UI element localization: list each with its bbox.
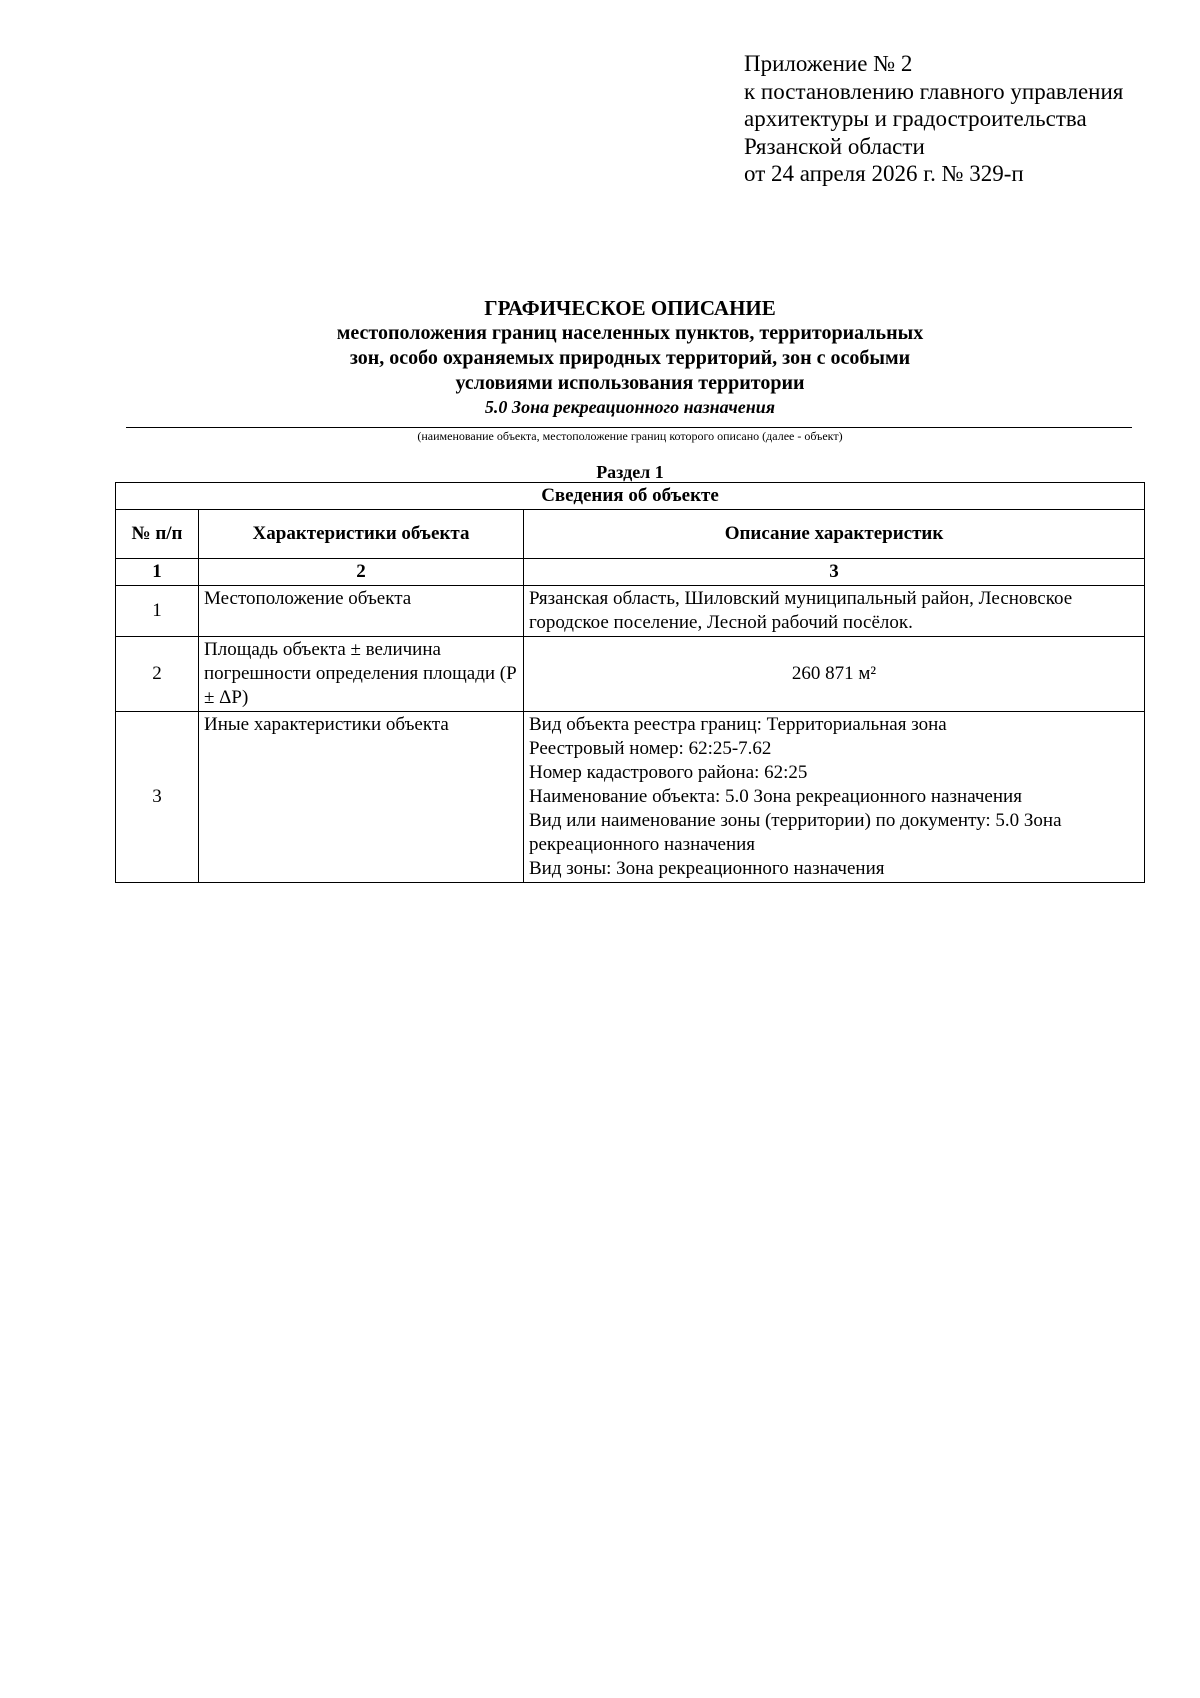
column-number: 3 — [524, 559, 1145, 586]
table-row — [116, 586, 1145, 637]
table-row — [116, 637, 1145, 712]
document-subtitle-line-3: условиями использования территории — [455, 372, 805, 394]
annex-line-2: к постановлению главного управления — [744, 78, 1124, 104]
annex-line-3: архитектуры и градостроительства — [744, 106, 1087, 131]
document-subtitle-line-2: зон, особо охраняемых природных территорий, зон с особыми — [349, 347, 911, 369]
annex-line-1: Приложение № 2 — [744, 51, 913, 76]
table-title: Сведения об объекте — [116, 483, 1145, 510]
document-title: ГРАФИЧЕСКОЕ ОПИСАНИЕ — [484, 296, 776, 320]
row-number: 1 — [116, 586, 199, 637]
description-line: Реестровый номер: 62:25-7.62 — [529, 738, 772, 759]
description-line: Вид объекта реестра границ: Территориальная зона — [529, 714, 947, 735]
row-characteristic: Местоположение объекта — [199, 586, 524, 637]
row-number: 3 — [116, 712, 199, 883]
object-name: 5.0 Зона рекреационного назначения — [484, 397, 776, 417]
description-line: Вид или наименование зоны (территории) по документу: 5.0 Зона рекреационного назначения — [529, 810, 1062, 855]
row-description: 260 871 м² — [524, 637, 1145, 712]
column-number: 2 — [199, 559, 524, 586]
header-num: № п/п — [116, 510, 199, 559]
object-caption: (наименование объекта, местоположение границ которого описано (далее - объект) — [417, 429, 843, 443]
table-row — [116, 712, 1145, 883]
table-title-row — [116, 483, 1145, 510]
annex-line-5: от 24 апреля 2026 г. № 329-п — [744, 161, 1024, 186]
description-line: Номер кадастрового района: 62:25 — [529, 762, 808, 783]
row-characteristic: Иные характеристики объекта — [199, 712, 524, 883]
row-characteristic: Площадь объекта ± величина погрешности определения площади (P ± ΔP) — [199, 637, 524, 712]
description-line: Наименование объекта: 5.0 Зона рекреационного назначения — [529, 786, 1022, 807]
annex-line-4: Рязанской области — [744, 133, 925, 159]
document-subtitle-line-1: местоположения границ населенных пунктов, территориальных — [336, 322, 924, 344]
row-number: 2 — [116, 637, 199, 712]
column-number: 1 — [116, 559, 199, 586]
document-title-block — [0, 295, 1200, 418]
description-line: Вид зоны: Зона рекреационного назначения — [529, 858, 885, 879]
column-number-row — [116, 559, 1145, 586]
header-characteristics: Характеристики объекта — [199, 510, 524, 559]
annex-header — [744, 50, 1123, 188]
row-description: Рязанская область, Шиловский муниципальный район, Лесновское городское поселение, Лесной рабочий посёлок. — [524, 586, 1145, 637]
row-description — [524, 712, 1145, 883]
table-header-row — [116, 510, 1145, 559]
header-description: Описание характеристик — [524, 510, 1145, 559]
section-title: Раздел 1 — [596, 462, 664, 482]
object-info-table — [115, 482, 1145, 883]
